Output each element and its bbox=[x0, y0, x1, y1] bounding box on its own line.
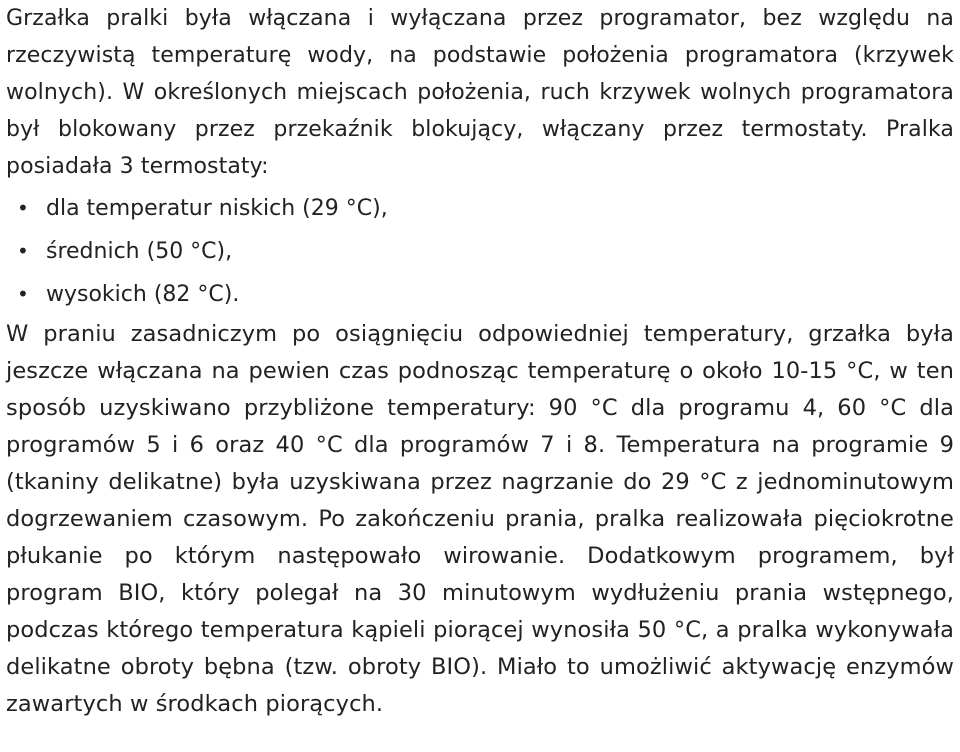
bullet-icon: • bbox=[17, 196, 29, 220]
thermostat-high: wysokich (82 °C). bbox=[46, 282, 240, 307]
thermostat-medium: średnich (50 °C), bbox=[46, 239, 233, 264]
list-item bbox=[0, 230, 960, 273]
thermostat-list bbox=[0, 187, 960, 316]
list-item bbox=[0, 273, 960, 316]
bullet-icon: • bbox=[17, 282, 29, 306]
intro-paragraph: Grzałka pralki była włączana i wyłączana przez programator, bez względu na rzeczywistą temperaturę wody, na podstawie położenia programatora (krzywek wolnych). W określonych miejscach położenia, ruch krzywek wolnych programatora był blokowany przez przekaźnik blokujący, włączany przez termostaty. Pralka posiadała 3 termostaty: bbox=[6, 6, 954, 179]
list-item bbox=[0, 187, 960, 230]
thermostat-low: dla temperatur niskich (29 °C), bbox=[46, 196, 388, 221]
main-paragraph: W praniu zasadniczym po osiągnięciu odpowiedniej temperatury, grzałka była jeszcze włączana na pewien czas podnosząc temperaturę o około 10-15 °C, w ten sposób uzyskiwano przybliżone temperatury: 90 °C dla programu 4, 60 °C dla programów 5 i 6 oraz 40 °C dla programów 7 i 8. Temperatura na programie 9 (tkaniny delikatne) była uzyskiwana przez nagrzanie do 29 °C z jednominutowym dogrzewaniem czasowym. Po zakończeniu prania, pralka realizowała pięciokrotne płukanie po którym następowało wirowanie. Dodatkowym programem, był program BIO, który polegał na 30 minutowym wydłużeniu prania wstępnego, podczas którego temperatura kąpieli piorącej wynosiła 50 °C, a pralka wykonywała delikatne obroty bębna (tzw. obroty BIO). Miało to umożliwić aktywację enzymów zawartych w środkach piorących. bbox=[6, 321, 954, 717]
bullet-icon: • bbox=[17, 239, 29, 263]
